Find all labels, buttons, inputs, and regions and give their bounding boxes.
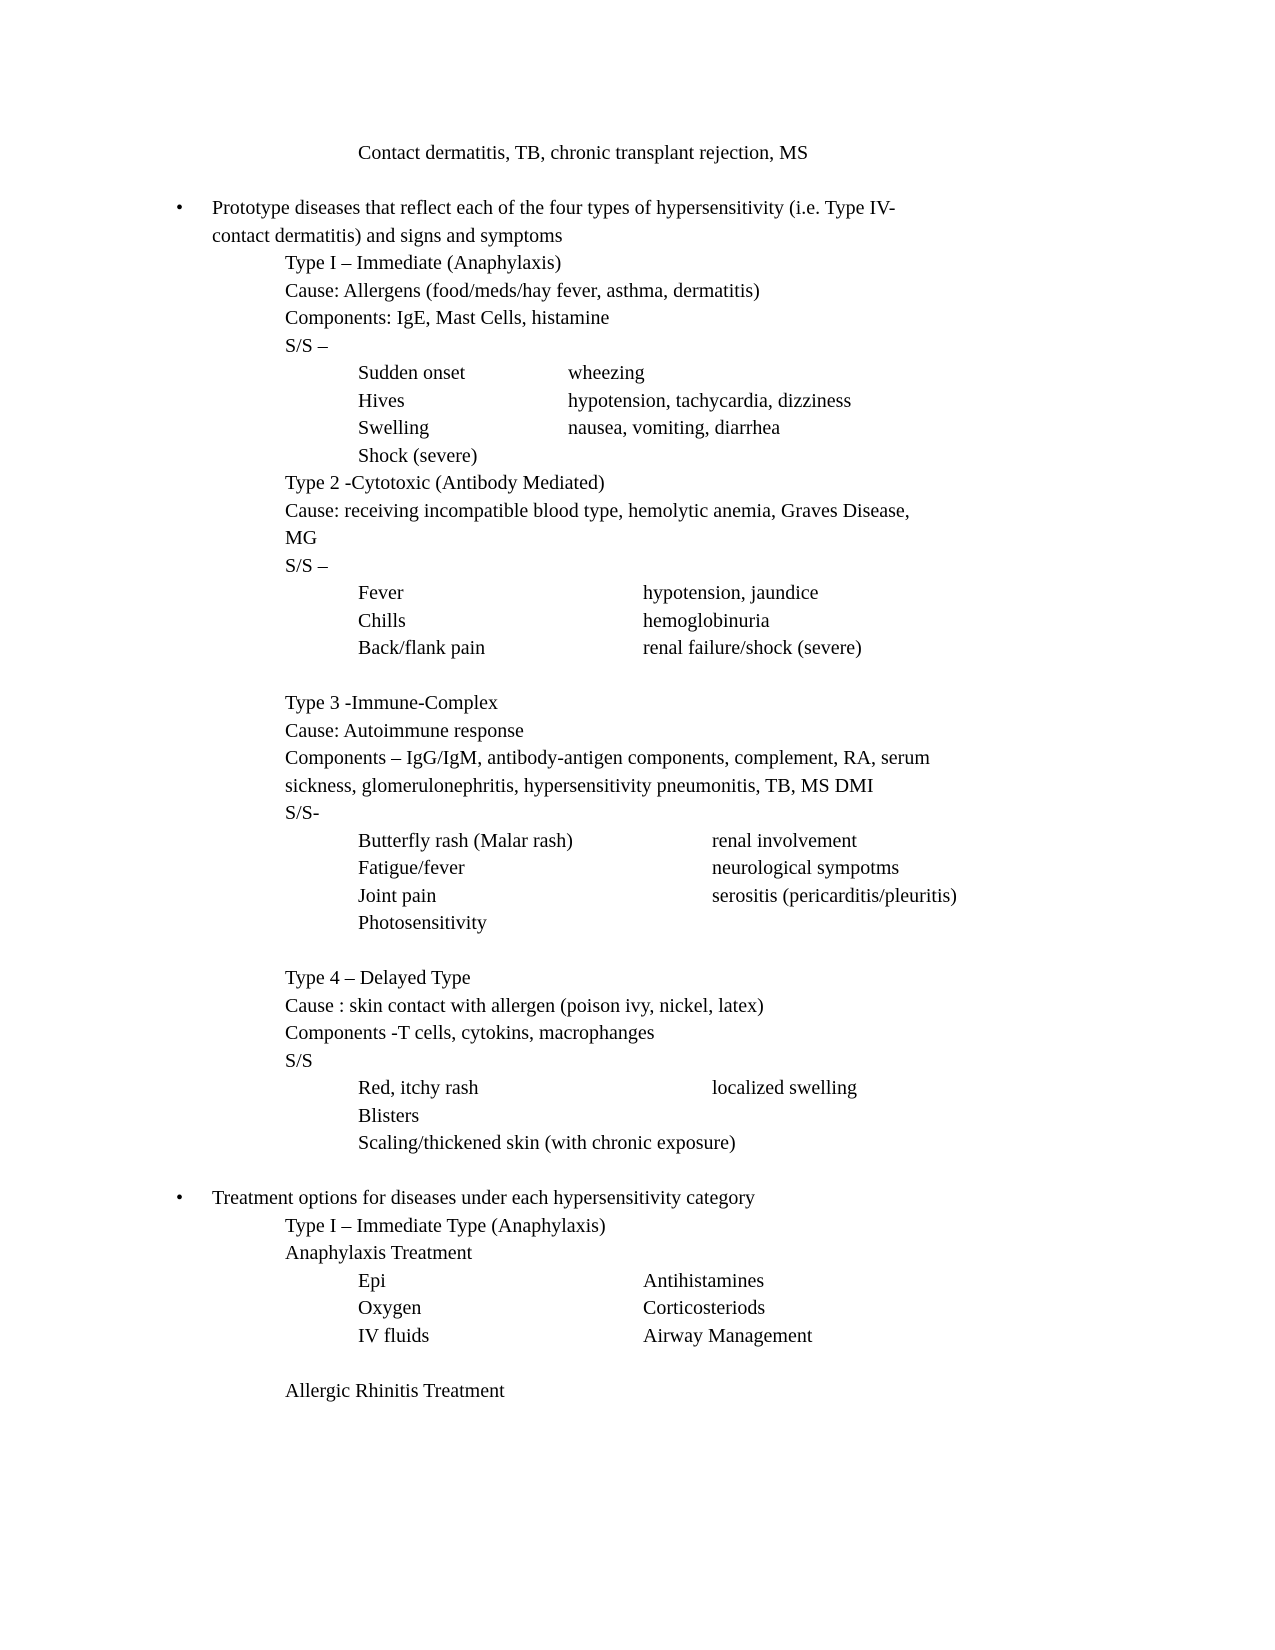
line-text: Components -T cells, cytokins, macrophanges <box>285 1022 655 1044</box>
blank-line <box>0 1158 1275 1186</box>
doc-line <box>0 690 1275 718</box>
two-column-line <box>0 388 1275 416</box>
bullet-icon: • <box>176 1187 184 1209</box>
column-1-text: Fatigue/fever <box>358 857 465 879</box>
line-text: Blisters <box>358 1104 420 1127</box>
doc-line <box>0 1378 1275 1406</box>
line-text: Type 2 -Cytotoxic (Antibody Mediated) <box>285 472 605 494</box>
column-2-text: wheezing <box>568 362 645 384</box>
column-2-text: nausea, vomiting, diarrhea <box>568 417 781 439</box>
line-text: Cause: Allergens (food/meds/hay fever, asthma, dermatitis) <box>285 279 760 302</box>
column-1-text: IV fluids <box>358 1324 430 1347</box>
line-text: Allergic Rhinitis Treatment <box>285 1379 505 1402</box>
doc-line <box>0 1240 1275 1268</box>
doc-line <box>0 1048 1275 1076</box>
line-text: sickness, glomerulonephritis, hypersensitivity pneumonitis, TB, MS DMI <box>285 774 874 797</box>
doc-line <box>0 1130 1275 1158</box>
doc-line <box>0 1103 1275 1131</box>
doc-line <box>0 993 1275 1021</box>
line-text: Photosensitivity <box>358 912 487 934</box>
line-text: Type I – Immediate (Anaphylaxis) <box>285 252 562 274</box>
column-2-text: Corticosteriods <box>643 1297 766 1319</box>
two-column-line <box>0 855 1275 883</box>
column-2-text: Airway Management <box>643 1324 813 1347</box>
column-1-text: Swelling <box>358 417 430 439</box>
column-2-text: hypotension, jaundice <box>643 582 819 604</box>
column-2-text: renal failure/shock (severe) <box>643 637 862 659</box>
two-column-line <box>0 360 1275 388</box>
line-text: Shock (severe) <box>358 444 478 467</box>
doc-line <box>0 910 1275 938</box>
bullet-text: Treatment options for diseases under each hypersensitivity category <box>212 1187 756 1209</box>
doc-line <box>0 553 1275 581</box>
blank-line <box>0 1350 1275 1378</box>
blank-line <box>0 663 1275 691</box>
doc-line <box>0 718 1275 746</box>
column-1-text: Joint pain <box>358 884 437 907</box>
doc-line <box>0 800 1275 828</box>
doc-line <box>0 498 1275 526</box>
two-column-line <box>0 1075 1275 1103</box>
line-text: Cause : skin contact with allergen (poison ivy, nickel, latex) <box>285 994 764 1017</box>
line-text: S/S – <box>285 554 328 577</box>
doc-line <box>0 443 1275 471</box>
line-text: S/S – <box>285 334 328 357</box>
line-text: Type 3 -Immune-Complex <box>285 692 498 714</box>
column-1-text: Butterfly rash (Malar rash) <box>358 829 573 852</box>
document-content <box>0 140 1275 1405</box>
doc-line <box>0 470 1275 498</box>
column-1-text: Red, itchy rash <box>358 1077 479 1099</box>
doc-line <box>0 745 1275 773</box>
doc-line <box>0 250 1275 278</box>
column-1-text: Sudden onset <box>358 362 466 384</box>
line-text: Cause: receiving incompatible blood type, hemolytic anemia, Graves Disease, <box>285 499 910 522</box>
two-column-line <box>0 415 1275 443</box>
two-column-line <box>0 883 1275 911</box>
column-2-text: renal involvement <box>712 829 857 852</box>
doc-line <box>0 965 1275 993</box>
line-text: Scaling/thickened skin (with chronic exposure) <box>358 1132 736 1154</box>
two-column-line <box>0 1323 1275 1351</box>
doc-line <box>0 305 1275 333</box>
line-text: S/S <box>285 1049 313 1072</box>
column-2-text: hemoglobinuria <box>643 609 770 632</box>
bullet-line <box>0 1185 1275 1213</box>
blank-line <box>0 168 1275 196</box>
doc-line <box>0 333 1275 361</box>
two-column-line <box>0 1268 1275 1296</box>
column-1-text: Chills <box>358 609 406 632</box>
doc-line <box>0 223 1275 251</box>
line-text: Anaphylaxis Treatment <box>285 1242 473 1264</box>
bullet-text: Prototype diseases that reflect each of the four types of hypersensitivity (i.e. Type IV- <box>212 197 896 219</box>
line-text: Components: IgE, Mast Cells, histamine <box>285 307 610 329</box>
line-text: Contact dermatitis, TB, chronic transplant rejection, MS <box>358 142 809 164</box>
doc-line <box>0 278 1275 306</box>
column-1-text: Back/flank pain <box>358 637 486 659</box>
bullet-line <box>0 195 1275 223</box>
column-2-text: serositis (pericarditis/pleuritis) <box>712 884 957 907</box>
line-text: contact dermatitis) and signs and symptoms <box>212 224 563 247</box>
column-1-text: Epi <box>358 1269 386 1292</box>
column-2-text: Antihistamines <box>643 1269 765 1292</box>
two-column-line <box>0 580 1275 608</box>
doc-line <box>0 140 1275 168</box>
line-text: Type I – Immediate Type (Anaphylaxis) <box>285 1214 606 1237</box>
column-2-text: localized swelling <box>712 1077 857 1099</box>
line-text: MG <box>285 527 318 549</box>
bullet-icon: • <box>176 197 184 219</box>
column-2-text: neurological sympotms <box>712 857 900 879</box>
line-text: Components – IgG/IgM, antibody-antigen components, complement, RA, serum <box>285 747 930 769</box>
line-text: S/S- <box>285 802 320 824</box>
two-column-line <box>0 635 1275 663</box>
doc-line <box>0 773 1275 801</box>
two-column-line <box>0 828 1275 856</box>
two-column-line <box>0 1295 1275 1323</box>
line-text: Type 4 – Delayed Type <box>285 967 471 989</box>
column-1-text: Fever <box>358 582 404 604</box>
column-1-text: Oxygen <box>358 1297 422 1319</box>
blank-line <box>0 938 1275 966</box>
doc-line <box>0 1020 1275 1048</box>
line-text: Cause: Autoimmune response <box>285 719 524 742</box>
doc-line <box>0 1213 1275 1241</box>
column-2-text: hypotension, tachycardia, dizziness <box>568 389 852 412</box>
doc-line <box>0 525 1275 553</box>
column-1-text: Hives <box>358 389 405 412</box>
two-column-line <box>0 608 1275 636</box>
